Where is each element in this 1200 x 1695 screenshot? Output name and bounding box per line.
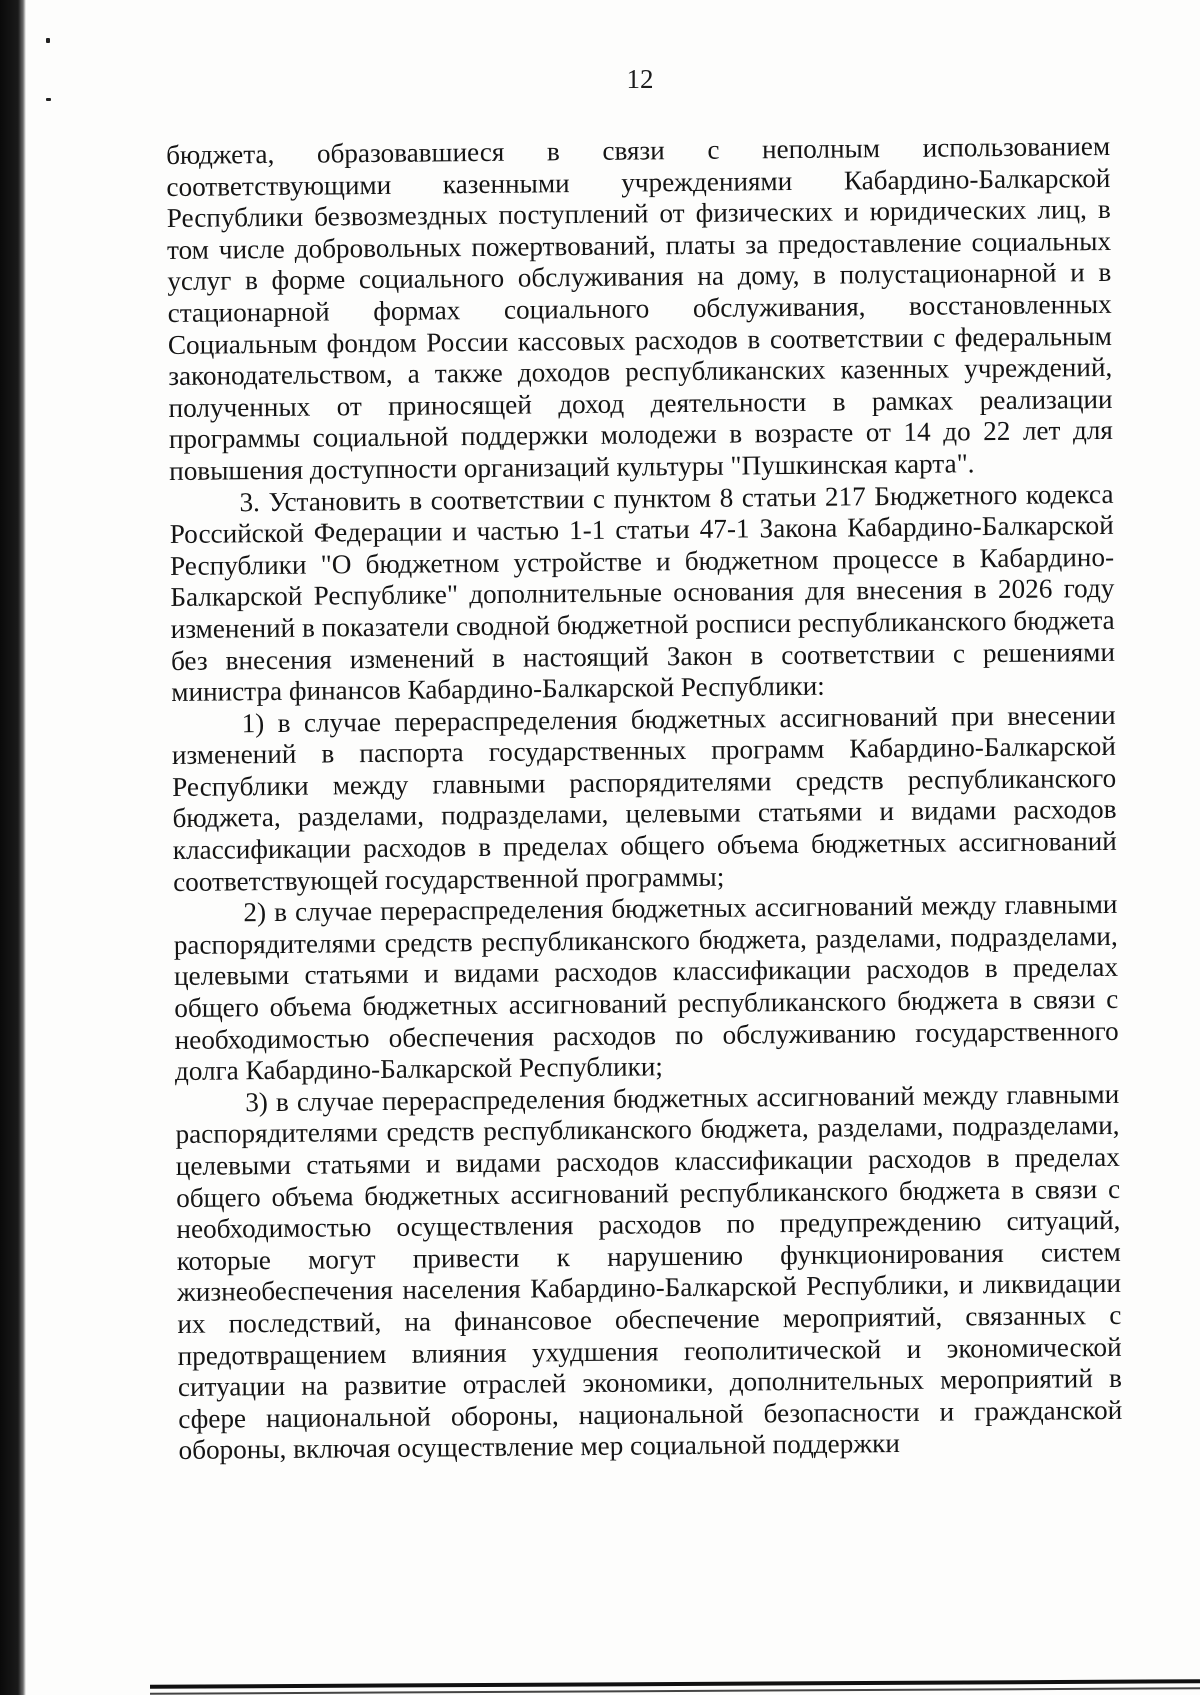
list-item-3: 3) в случае перераспределения бюджетных ассигнований между главными распорядителями средств республиканского бюджета, разделами, подразделами, целевыми статьями и видами расходов классификации расходов в пределах общего объема бюджетных ассигнований республиканского бюджета в связи с необходимостью осуществления расходов по предупреждению ситуаций, которые могут привести к нарушению функционирования систем жизнеобеспечения населения Кабардино-Балкарской Республики, и ликвидации их последствий, на финансовое обеспечение мероприятий, связанных с предотвращением влияния ухудшения геополитической и экономической ситуации на развитие отраслей экономики, дополнительных мероприятий в сфере национальной обороны, национальной безопасности и гражданской обороны, включая осуществление мер социальной поддержки bbox=[175, 1078, 1123, 1466]
paragraph-continuation: бюджета, образовавшиеся в связи с неполным использованием соответствующими казенными учреждениями Кабардино-Балкарской Республики безвозмездных поступлений от физических и юридических лиц, в том числе добровольных пожертвований, платы за предоставление социальных услуг в форме социального обслуживания на дому, в полустационарной и в стационарной формах социального обслуживания, восстановленных Социальным фондом России кассовых расходов в соответствии с федеральным законодательством, а также доходов республиканских казенных учреждений, полученных от приносящей доход деятельности в рамках реализации программы социальной поддержки молодежи в возрасте от 14 до 22 лет для повышения доступности организаций культуры "Пушкинская карта". bbox=[166, 130, 1113, 486]
list-item-2: 2) в случае перераспределения бюджетных ассигнований между главными распорядителями средств республиканского бюджета, разделами, подразделами, целевыми статьями и видами расходов классификации расходов в пределах общего объема бюджетных ассигнований республиканского бюджета в связи с необходимостью обеспечения расходов по обслуживанию государственного долга Кабардино-Балкарской Республики; bbox=[173, 889, 1119, 1087]
document-body bbox=[166, 131, 1123, 1467]
scan-speck bbox=[46, 98, 51, 101]
page-number: 12 bbox=[626, 64, 654, 94]
scan-bottom-edge-shadow bbox=[150, 1687, 1200, 1694]
scan-binding-edge bbox=[0, 0, 26, 1695]
list-item-1: 1) в случае перераспределения бюджетных ассигнований при внесении изменений в паспорта государственных программ Кабардино-Балкарской Республики между главными распорядителями средств республиканского бюджета, разделами, подразделами, целевыми статьями и видами расходов классификации расходов в пределах общего объема бюджетных ассигнований соответствующей государственной программы; bbox=[171, 699, 1117, 897]
scan-speck bbox=[46, 38, 50, 43]
paragraph-clause-3: 3. Установить в соответствии с пунктом 8 статьи 217 Бюджетного кодекса Российской Федерации и частью 1-1 статьи 47-1 Закона Кабардино-Балкарской Республики "О бюджетном устройстве и бюджетном процессе в Кабардино-Балкарской Республике" дополнительные основания для внесения в 2026 году изменений в показатели сводной бюджетной росписи республиканского бюджета без внесения изменений в настоящий Закон в соответствии с решениями министра финансов Кабардино-Балкарской Республики: bbox=[169, 478, 1116, 708]
